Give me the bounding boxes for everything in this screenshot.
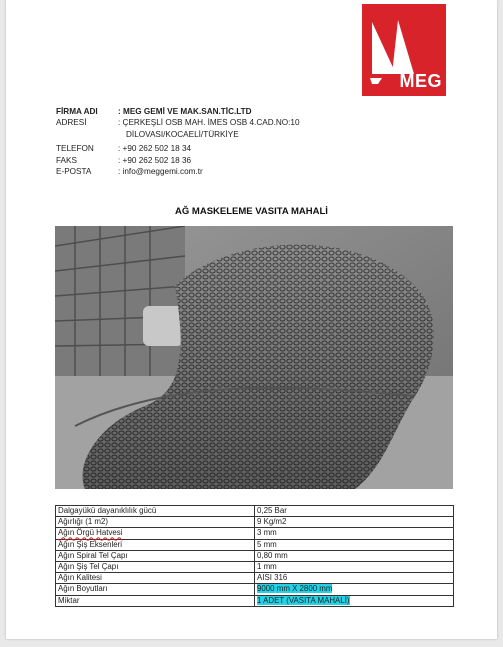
company-logo bbox=[362, 4, 446, 96]
table-row bbox=[56, 506, 454, 517]
product-photo bbox=[55, 226, 453, 489]
spec-value: 0,25 Bar bbox=[255, 506, 454, 517]
info-key: FAKS bbox=[56, 155, 77, 165]
info-value: : ÇERKEŞLİ OSB MAH. İMES OSB 4.CAD.NO:10 bbox=[118, 118, 300, 128]
info-key: E-POSTA bbox=[56, 167, 92, 177]
spec-value bbox=[255, 584, 454, 595]
info-value[interactable]: : info@meggemi.com.tr bbox=[118, 167, 203, 177]
info-value: : MEG GEMİ VE MAK.SAN.TİC.LTD bbox=[118, 107, 252, 116]
spec-value: 3 mm bbox=[255, 528, 454, 539]
document-title: AĞ MASKELEME VASITA MAHALİ bbox=[175, 206, 328, 217]
document-page bbox=[6, 0, 497, 639]
info-key: TELEFON bbox=[56, 144, 94, 154]
logo-text: MEG bbox=[399, 71, 442, 91]
spec-value: 0,80 mm bbox=[255, 550, 454, 561]
info-key: ADRESİ bbox=[56, 118, 87, 128]
table-row bbox=[56, 573, 454, 584]
spec-label-text: Ağın Örgü Hatvesi bbox=[58, 528, 123, 538]
table-row bbox=[56, 528, 454, 539]
spec-label: Ağırlığı (1 m2) bbox=[56, 517, 255, 528]
spec-value: 9 Kg/m2 bbox=[255, 517, 454, 528]
spec-label: Ağın Şiş Eksenleri bbox=[56, 539, 255, 550]
info-value: DİLOVASI/KOCAELİ/TÜRKİYE bbox=[126, 129, 239, 139]
highlighted-value: 1 ADET (VASITA MAHALİ) bbox=[257, 595, 350, 605]
table-row bbox=[56, 539, 454, 550]
table-row bbox=[56, 517, 454, 528]
table-row bbox=[56, 584, 454, 595]
company-row bbox=[56, 106, 300, 117]
spec-value: 5 mm bbox=[255, 539, 454, 550]
company-row bbox=[56, 166, 300, 177]
spec-value bbox=[255, 595, 454, 606]
info-value: : +90 262 502 18 34 bbox=[118, 144, 192, 154]
spec-label: Ağın Kalitesi bbox=[56, 573, 255, 584]
table-row bbox=[56, 595, 454, 606]
company-row bbox=[56, 155, 300, 166]
info-value: : +90 262 502 18 36 bbox=[118, 155, 192, 165]
info-key: FİRMA ADI bbox=[56, 107, 98, 116]
spec-label: Miktar bbox=[56, 595, 255, 606]
info-key bbox=[56, 129, 116, 140]
company-row bbox=[56, 117, 300, 128]
mesh-photo-image bbox=[55, 226, 453, 489]
company-row bbox=[56, 143, 300, 154]
company-row bbox=[56, 129, 300, 140]
spec-label bbox=[56, 528, 255, 539]
spec-label: Ağın Boyutları bbox=[56, 584, 255, 595]
company-info bbox=[56, 106, 300, 177]
spec-value: AISI 316 bbox=[255, 573, 454, 584]
spec-label: Ağın Şiş Tel Çapı bbox=[56, 561, 255, 572]
highlighted-value: 9000 mm X 2800 mm bbox=[257, 584, 333, 594]
spec-label: Dalgayükü dayanıklılık gücü bbox=[56, 506, 255, 517]
table-row bbox=[56, 550, 454, 561]
spec-value: 1 mm bbox=[255, 561, 454, 572]
table-row bbox=[56, 561, 454, 572]
spec-table bbox=[55, 505, 454, 607]
spec-label: Ağın Spiral Tel Çapı bbox=[56, 550, 255, 561]
